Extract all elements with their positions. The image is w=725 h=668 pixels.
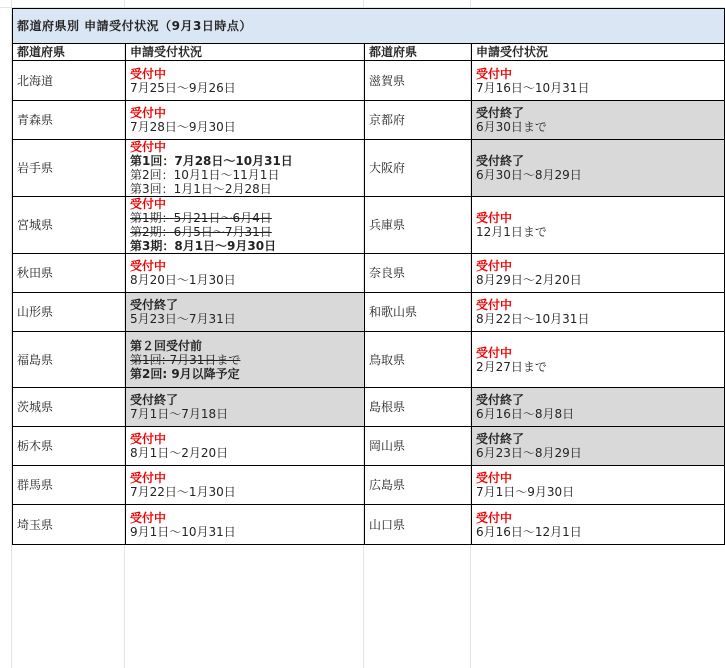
prefecture-cell-right[interactable]: 大阪府: [365, 140, 472, 197]
status-label: 受付中: [476, 211, 513, 225]
period-text: 6月16日〜12月1日: [476, 524, 582, 539]
period-text: 第2期：6月5日〜7月31日: [130, 225, 272, 239]
period-text: 第1回：7月28日〜10月31日: [130, 154, 293, 168]
prefecture-cell-left[interactable]: 山形県: [13, 293, 126, 332]
period-text: 8月22日〜10月31日: [476, 312, 590, 326]
table-row: [13, 505, 725, 545]
period-text: 7月16日〜10月31日: [476, 80, 590, 95]
period-text: 7月28日〜9月30日: [130, 120, 236, 134]
status-label: 受付中: [476, 66, 513, 81]
status-label: 受付中: [130, 106, 167, 120]
period-text: 第1回: 7月31日まで: [130, 352, 241, 367]
status-cell-right[interactable]: [472, 254, 725, 293]
period-text: 第3期：8月1日〜9月30日: [130, 239, 277, 253]
status-cell-left[interactable]: [126, 427, 365, 466]
table-row: [13, 466, 725, 505]
period-text: 第1期：5月21日〜6月4日: [130, 211, 272, 225]
prefecture-cell-left[interactable]: 茨城県: [13, 388, 126, 427]
status-label: 受付終了: [476, 432, 525, 446]
status-cell-left[interactable]: [126, 388, 365, 427]
status-cell-left[interactable]: [126, 466, 365, 505]
prefecture-cell-right[interactable]: 島根県: [365, 388, 472, 427]
table-row: [13, 101, 725, 140]
status-cell-right[interactable]: [472, 61, 725, 101]
status-cell-left[interactable]: [126, 61, 365, 101]
period-text: 第2回: 9月以降予定: [130, 366, 240, 381]
period-text: 8月20日〜1月30日: [130, 273, 236, 287]
period-text: 6月30日まで: [476, 120, 547, 134]
status-cell-right[interactable]: [472, 293, 725, 332]
status-label: 受付終了: [130, 393, 179, 407]
status-label: 受付中: [476, 471, 513, 485]
period-text: 6月30日〜8月29日: [476, 168, 582, 182]
status-cell-right[interactable]: [472, 466, 725, 505]
prefecture-cell-right[interactable]: 兵庫県: [365, 197, 472, 254]
prefecture-cell-left[interactable]: 群馬県: [13, 466, 126, 505]
status-label: 受付中: [476, 298, 513, 312]
status-label: 受付中: [476, 510, 513, 525]
status-label: 受付終了: [476, 106, 525, 120]
table-row: [13, 140, 725, 197]
period-text: 6月23日〜8月29日: [476, 446, 582, 460]
prefecture-cell-right[interactable]: 和歌山県: [365, 293, 472, 332]
status-cell-left[interactable]: [126, 140, 365, 197]
period-text: 2月27日まで: [476, 359, 547, 374]
status-label: 受付中: [476, 345, 513, 360]
period-text: 8月29日〜2月20日: [476, 273, 582, 287]
table-row: [13, 293, 725, 332]
prefecture-cell-right[interactable]: 山口県: [365, 505, 472, 545]
table-row: [13, 254, 725, 293]
table-row: [13, 332, 725, 388]
period-text: 5月23日〜7月31日: [130, 312, 236, 326]
table-row: [13, 61, 725, 101]
status-label: 受付終了: [476, 393, 525, 407]
header-status-left[interactable]: 申請受付状況: [126, 44, 365, 61]
prefecture-cell-left[interactable]: 栃木県: [13, 427, 126, 466]
status-label: 受付終了: [476, 154, 525, 168]
status-label: 受付中: [130, 197, 167, 211]
period-text: 7月25日〜9月26日: [130, 80, 236, 95]
period-text: 12月1日まで: [476, 225, 547, 239]
header-row: [13, 44, 725, 61]
prefecture-cell-right[interactable]: 岡山県: [365, 427, 472, 466]
prefecture-cell-right[interactable]: 奈良県: [365, 254, 472, 293]
status-cell-right[interactable]: [472, 332, 725, 388]
period-text: 第3回：1月1日〜2月28日: [130, 182, 272, 196]
prefecture-cell-right[interactable]: 広島県: [365, 466, 472, 505]
period-text: 7月1日〜9月30日: [476, 485, 575, 499]
status-label: 第２回受付前: [130, 338, 203, 353]
period-text: 9月1日〜10月31日: [130, 524, 236, 539]
prefecture-cell-left[interactable]: 岩手県: [13, 140, 126, 197]
prefecture-cell-right[interactable]: 滋賀県: [365, 61, 472, 101]
status-cell-right[interactable]: [472, 427, 725, 466]
prefecture-cell-left[interactable]: 青森県: [13, 101, 126, 140]
period-text: 7月22日〜1月30日: [130, 485, 236, 499]
prefecture-cell-left[interactable]: 福島県: [13, 332, 126, 388]
table-title[interactable]: 都道府県別 申請受付状況（9月3日時点）: [13, 9, 725, 44]
status-cell-left[interactable]: [126, 101, 365, 140]
status-cell-left[interactable]: [126, 254, 365, 293]
status-label: 受付中: [476, 259, 513, 273]
prefecture-cell-left[interactable]: 埼玉県: [13, 505, 126, 545]
status-cell-left[interactable]: [126, 197, 365, 254]
table-row: [13, 388, 725, 427]
header-status-right[interactable]: 申請受付状況: [472, 44, 725, 61]
header-prefecture-right[interactable]: 都道府県: [365, 44, 472, 61]
period-text: 8月1日〜2月20日: [130, 446, 229, 460]
status-cell-right[interactable]: [472, 505, 725, 545]
status-label: 受付中: [130, 432, 167, 446]
prefecture-cell-left[interactable]: 北海道: [13, 61, 126, 101]
status-cell-right[interactable]: [472, 197, 725, 254]
period-text: 7月1日〜7月18日: [130, 407, 229, 421]
prefecture-cell-right[interactable]: 京都府: [365, 101, 472, 140]
period-text: 6月16日〜8月8日: [476, 407, 575, 421]
status-label: 受付中: [130, 510, 167, 525]
prefecture-cell-left[interactable]: 秋田県: [13, 254, 126, 293]
prefecture-cell-left[interactable]: 宮城県: [13, 197, 126, 254]
table-body: [13, 9, 725, 545]
status-cell-left[interactable]: [126, 293, 365, 332]
status-cell-right[interactable]: [472, 101, 725, 140]
table-row: [13, 197, 725, 254]
status-label: 受付中: [130, 471, 167, 485]
status-cell-right[interactable]: [472, 140, 725, 197]
prefecture-cell-right[interactable]: 鳥取県: [365, 332, 472, 388]
prefecture-status-table: [12, 8, 725, 545]
period-text: 第2回：10月1日〜11月1日: [130, 168, 280, 182]
table-row: [13, 427, 725, 466]
status-label: 受付中: [130, 259, 167, 273]
status-label: 受付中: [130, 140, 167, 154]
status-cell-right[interactable]: [472, 388, 725, 427]
status-label: 受付終了: [130, 298, 179, 312]
status-cell-left[interactable]: [126, 332, 365, 388]
header-prefecture-left[interactable]: 都道府県: [13, 44, 126, 61]
status-cell-left[interactable]: [126, 505, 365, 545]
status-label: 受付中: [130, 66, 167, 81]
